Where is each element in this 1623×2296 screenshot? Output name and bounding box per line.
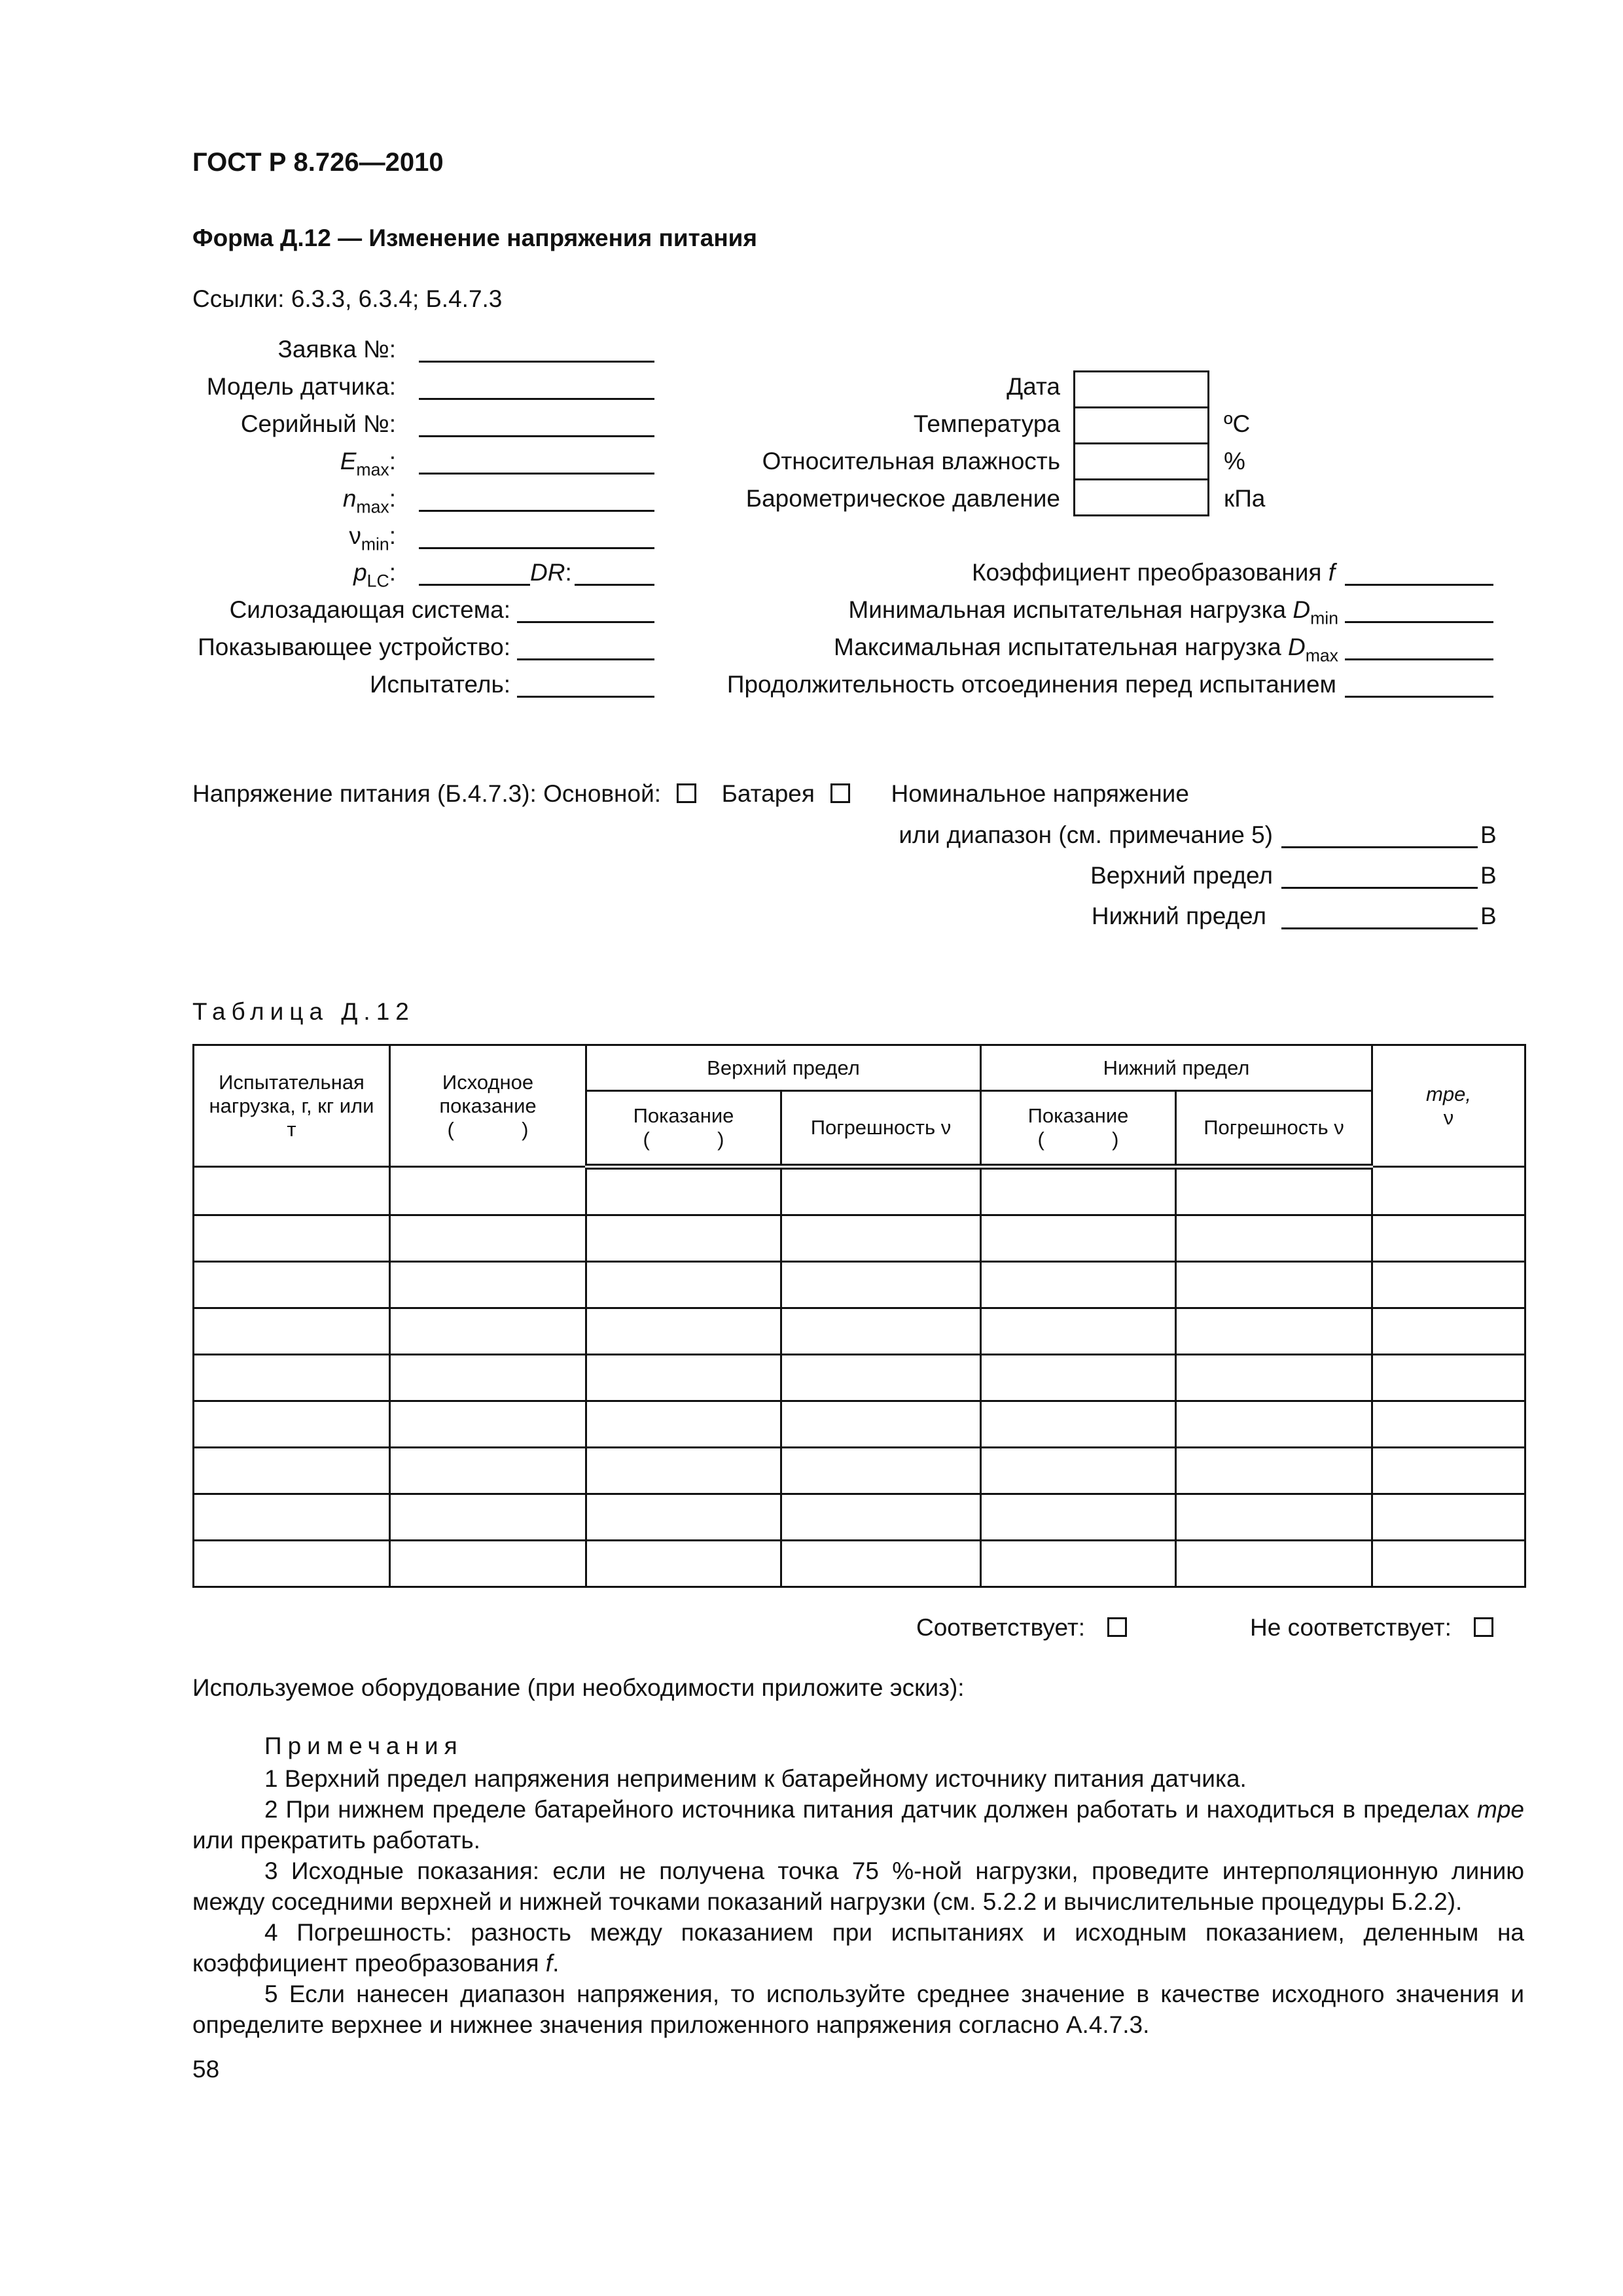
- table-cell[interactable]: [1372, 1401, 1525, 1448]
- table-cell[interactable]: [1176, 1448, 1372, 1494]
- table-cell[interactable]: [1372, 1167, 1525, 1215]
- battery-checkbox[interactable]: [830, 783, 850, 803]
- table-cell[interactable]: [194, 1355, 390, 1401]
- temperature-box[interactable]: [1073, 406, 1209, 444]
- table-cell[interactable]: [390, 1308, 586, 1355]
- range-field[interactable]: [1281, 846, 1478, 848]
- table-cell[interactable]: [981, 1262, 1176, 1308]
- table-cell[interactable]: [586, 1355, 781, 1401]
- vmin-field[interactable]: [419, 547, 654, 549]
- table-cell[interactable]: [586, 1262, 781, 1308]
- col-group-lower: Нижний предел: [981, 1045, 1372, 1091]
- nmax-field[interactable]: [419, 510, 654, 512]
- power-label: Напряжение питания (Б.4.7.3):: [192, 780, 537, 807]
- pressure-unit: кПа: [1224, 485, 1266, 512]
- temperature-unit: ºC: [1224, 410, 1251, 437]
- upper-limit-label: Верхний предел: [1090, 862, 1273, 889]
- range-unit: В: [1480, 821, 1497, 848]
- lower-limit-unit: В: [1480, 903, 1497, 929]
- table-cell[interactable]: [981, 1355, 1176, 1401]
- force-system-field[interactable]: [517, 621, 654, 623]
- tester-field[interactable]: [517, 696, 654, 698]
- indicator-label: Показывающее устройство:: [198, 634, 510, 660]
- table-cell[interactable]: [781, 1355, 981, 1401]
- not-complies-label: Не соответствует:: [1250, 1614, 1452, 1641]
- indicator-field[interactable]: [517, 658, 654, 660]
- table-cell[interactable]: [390, 1494, 586, 1541]
- complies-label: Соответствует:: [916, 1614, 1086, 1641]
- table-cell[interactable]: [390, 1401, 586, 1448]
- table-cell[interactable]: [194, 1541, 390, 1587]
- page-number: 58: [192, 2056, 220, 2083]
- table-cell[interactable]: [390, 1541, 586, 1587]
- table-cell[interactable]: [981, 1494, 1176, 1541]
- col-header-upper-reading: Показание ( ): [586, 1091, 781, 1167]
- range-label: или диапазон (см. примечание 5): [899, 821, 1273, 848]
- plc-field[interactable]: [419, 584, 530, 586]
- table-cell[interactable]: [194, 1262, 390, 1308]
- pressure-label: Барометрическое давление: [745, 485, 1060, 512]
- col-header-upper-error: Погрешность ν: [781, 1091, 981, 1167]
- table-cell[interactable]: [194, 1167, 390, 1215]
- table-cell[interactable]: [781, 1401, 981, 1448]
- table-cell[interactable]: [1372, 1215, 1525, 1262]
- complies-checkbox[interactable]: [1107, 1617, 1127, 1637]
- table-cell[interactable]: [981, 1401, 1176, 1448]
- date-box[interactable]: [1073, 370, 1209, 408]
- note-1: 1 Верхний предел напряжения неприменим к батарейному источнику питания датчика.: [264, 1765, 1247, 1792]
- sensor-model-field[interactable]: [419, 398, 654, 400]
- plc-label: $p_{LC}$:: [353, 559, 396, 591]
- table-cell[interactable]: [390, 1448, 586, 1494]
- humidity-unit: %: [1224, 448, 1245, 475]
- pressure-box[interactable]: [1073, 478, 1209, 516]
- table-cell[interactable]: [781, 1541, 981, 1587]
- dmax-field[interactable]: [1345, 658, 1493, 660]
- table-cell[interactable]: [1176, 1355, 1372, 1401]
- lower-limit-label: Нижний предел: [1091, 903, 1266, 929]
- table-cell[interactable]: [781, 1494, 981, 1541]
- dmin-label: Минимальная испытательная нагрузка $D_{min}$: [848, 596, 1338, 628]
- table-row: [194, 1355, 1525, 1401]
- coef-field[interactable]: [1345, 584, 1493, 586]
- upper-limit-unit: В: [1480, 862, 1497, 889]
- not-complies-checkbox[interactable]: [1474, 1617, 1493, 1637]
- col-group-upper: Верхний предел: [586, 1045, 981, 1091]
- humidity-label: Относительная влажность: [762, 448, 1060, 475]
- nmax-label: $n_{max}$:: [342, 485, 396, 517]
- application-label: Заявка №:: [277, 336, 396, 363]
- table-cell[interactable]: [1372, 1541, 1525, 1587]
- table-cell[interactable]: [586, 1541, 781, 1587]
- humidity-box[interactable]: [1073, 442, 1209, 480]
- table-cell[interactable]: [781, 1308, 981, 1355]
- complies-row: [916, 1613, 1127, 1642]
- table-cell[interactable]: [781, 1448, 981, 1494]
- table-cell[interactable]: [390, 1215, 586, 1262]
- table-row: [194, 1448, 1525, 1494]
- table-cell[interactable]: [781, 1215, 981, 1262]
- note-3: 3 Исходные показания: если не получена точка 75 %-ной нагрузки, проведите интерполяционную линию между соседними верхней и нижней точками показаний нагрузки (см. 5.2.2 и вычислительные процедуры Б.2.2).: [192, 1857, 1524, 1915]
- force-system-label: Силозадающая система:: [229, 596, 510, 623]
- serial-field[interactable]: [419, 435, 654, 437]
- table-cell[interactable]: [390, 1262, 586, 1308]
- table-row: [194, 1167, 1525, 1215]
- table-cell[interactable]: [194, 1215, 390, 1262]
- table-cell[interactable]: [586, 1494, 781, 1541]
- table-cell[interactable]: [586, 1401, 781, 1448]
- note-5: 5 Если нанесен диапазон напряжения, то используйте среднее значение в качестве исходного значения и определите верхнее и нижнее значения приложенного напряжения согласно А.4.7.3.: [192, 1981, 1524, 2038]
- results-table: [192, 1044, 1526, 1588]
- table-cell[interactable]: [390, 1355, 586, 1401]
- table-cell[interactable]: [194, 1308, 390, 1355]
- table-cell[interactable]: [1176, 1401, 1372, 1448]
- table-cell[interactable]: [1176, 1541, 1372, 1587]
- serial-label: Серийный №:: [240, 410, 396, 437]
- sensor-model-label: Модель датчика:: [206, 373, 396, 400]
- table-row: [194, 1494, 1525, 1541]
- table-cell[interactable]: [981, 1215, 1176, 1262]
- power-main-label: Основной:: [543, 780, 662, 807]
- power-row: [192, 780, 1189, 808]
- table-cell[interactable]: [194, 1494, 390, 1541]
- dr-field[interactable]: [575, 584, 654, 586]
- table-cell[interactable]: [981, 1541, 1176, 1587]
- table-cell[interactable]: [1372, 1355, 1525, 1401]
- table-cell[interactable]: [1372, 1494, 1525, 1541]
- table-cell[interactable]: [194, 1401, 390, 1448]
- note-2: 2 При нижнем пределе батарейного источника питания датчик должен работать и находиться в пределах mpe или прекратить работать.: [192, 1796, 1525, 1854]
- coef-label: Коэффициент преобразования f: [971, 559, 1335, 586]
- table-cell[interactable]: [1176, 1262, 1372, 1308]
- vmin-label: $\nu_{min}$:: [349, 522, 396, 554]
- table-row: [194, 1262, 1525, 1308]
- date-label: Дата: [1007, 373, 1060, 400]
- document-id: ГОСТ Р 8.726—2010: [192, 148, 444, 177]
- table-cell[interactable]: [981, 1308, 1176, 1355]
- not-complies-row: [1250, 1613, 1493, 1642]
- table-cell[interactable]: [781, 1262, 981, 1308]
- col-header-lower-error: Погрешность ν: [1176, 1091, 1372, 1167]
- emax-field[interactable]: [419, 473, 654, 475]
- table-cell[interactable]: [1176, 1215, 1372, 1262]
- application-field[interactable]: [419, 361, 654, 363]
- dr-label: DR:: [530, 559, 572, 586]
- temperature-label: Температура: [913, 410, 1060, 437]
- table-row: [194, 1215, 1525, 1262]
- col-header-load: Испытательная нагрузка, г, кг или т: [194, 1045, 390, 1167]
- table-cell[interactable]: [390, 1167, 586, 1215]
- table-cell[interactable]: [586, 1308, 781, 1355]
- col-header-lower-reading: Показание ( ): [981, 1091, 1176, 1167]
- table-row: [194, 1541, 1525, 1587]
- table-cell[interactable]: [586, 1215, 781, 1262]
- table-cell[interactable]: [586, 1167, 781, 1215]
- references: Ссылки: 6.3.3, 6.3.4; Б.4.7.3: [192, 285, 503, 312]
- table-cell[interactable]: [1176, 1167, 1372, 1215]
- nominal-label: Номинальное напряжение: [891, 780, 1189, 807]
- notes-block: [192, 1763, 1524, 2040]
- table-cell[interactable]: [1372, 1262, 1525, 1308]
- note-4: 4 Погрешность: разность между показанием при испытаниях и исходным показанием, деленным на коэффициент преобразования f.: [192, 1919, 1524, 1977]
- battery-label: Батарея: [721, 780, 815, 807]
- dmax-label: Максимальная испытательная нагрузка $D_{max}$: [834, 634, 1338, 666]
- table-cell[interactable]: [194, 1448, 390, 1494]
- table-cell[interactable]: [1176, 1308, 1372, 1355]
- dmin-field[interactable]: [1345, 621, 1493, 623]
- disconnect-label: Продолжительность отсоединения перед испытанием: [726, 671, 1336, 698]
- lower-limit-field[interactable]: [1281, 927, 1478, 929]
- equipment-label: Используемое оборудование (при необходимости приложите эскиз):: [192, 1674, 965, 1701]
- col-header-mpe: mpe, ν: [1372, 1045, 1525, 1167]
- form-title: Форма Д.12 — Изменение напряжения питания: [192, 224, 758, 251]
- power-main-checkbox[interactable]: [677, 783, 696, 803]
- table-row: [194, 1401, 1525, 1448]
- tester-label: Испытатель:: [369, 671, 510, 698]
- table-cell[interactable]: [1372, 1308, 1525, 1355]
- table-cell[interactable]: [1372, 1448, 1525, 1494]
- emax-label: $E_{max}$:: [340, 448, 396, 480]
- table-cell[interactable]: [781, 1167, 981, 1215]
- upper-limit-field[interactable]: [1281, 887, 1478, 889]
- col-header-initial: Исходное показание ( ): [390, 1045, 586, 1167]
- table-row: [194, 1308, 1525, 1355]
- table-cell[interactable]: [1176, 1494, 1372, 1541]
- table-cell[interactable]: [586, 1448, 781, 1494]
- disconnect-field[interactable]: [1345, 696, 1493, 698]
- table-caption: Таблица Д.12: [192, 998, 415, 1025]
- table-cell[interactable]: [981, 1167, 1176, 1215]
- notes-heading: Примечания: [264, 1732, 463, 1759]
- table-cell[interactable]: [981, 1448, 1176, 1494]
